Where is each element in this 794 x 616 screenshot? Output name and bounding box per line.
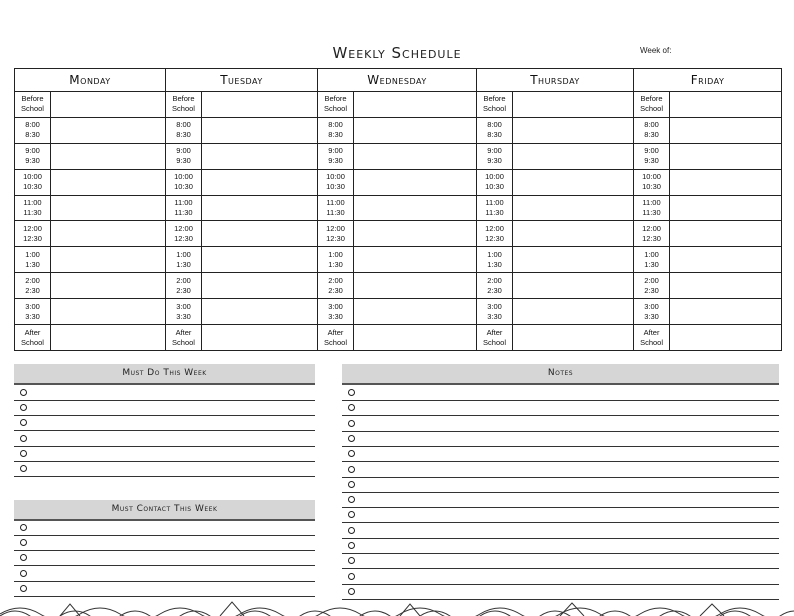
time-label [634, 221, 670, 247]
time-label-line: 9:00 [176, 146, 191, 156]
time-label-line: 12:00 [23, 223, 42, 233]
time-label-line: Before [172, 94, 195, 104]
time-label-line: School [483, 104, 506, 114]
time-label-line: 12:30 [23, 233, 42, 243]
schedule-slot-wednesday[interactable] [354, 143, 477, 169]
time-label [318, 143, 354, 169]
bullet-circle-icon [348, 466, 355, 473]
time-label-line: Before [21, 94, 44, 104]
time-label [318, 195, 354, 221]
schedule-slot-wednesday[interactable] [354, 195, 477, 221]
schedule-slot-tuesday[interactable] [202, 143, 318, 169]
time-label [318, 117, 354, 143]
notes-header: Notes [342, 364, 779, 385]
time-label-line: 11:00 [326, 198, 345, 207]
time-label [318, 169, 354, 195]
schedule-slot-tuesday[interactable] [202, 169, 318, 195]
time-label [477, 221, 513, 247]
time-label-line: 8:30 [176, 130, 191, 140]
time-label-line: School [172, 104, 195, 114]
schedule-slot-wednesday[interactable] [354, 247, 477, 273]
list-item[interactable] [14, 520, 315, 536]
time-label-line: 12:00 [642, 223, 661, 233]
schedule-slot-friday[interactable] [670, 92, 782, 118]
time-label [166, 92, 202, 118]
time-label-line: 3:00 [176, 301, 191, 311]
time-label-line: 12:30 [642, 233, 661, 243]
must-do-header: Must Do This Week [14, 364, 315, 385]
time-label-line: 11:00 [23, 198, 42, 207]
list-item[interactable] [342, 507, 779, 523]
bullet-circle-icon [20, 419, 27, 426]
time-label [166, 221, 202, 247]
bullet-circle-icon [20, 570, 27, 577]
schedule-slot-friday[interactable] [670, 169, 782, 195]
time-label-line: 11:30 [23, 208, 42, 217]
list-item[interactable] [14, 566, 315, 582]
schedule-slot-monday[interactable] [51, 143, 166, 169]
time-label-line: 10:30 [174, 182, 193, 192]
time-label-line: After [486, 327, 503, 337]
time-label [477, 195, 513, 221]
time-label-line: 12:00 [485, 223, 504, 233]
time-label-line: School [640, 104, 663, 114]
time-label [15, 221, 51, 247]
list-item[interactable] [14, 535, 315, 551]
schedule-slot-thursday[interactable] [513, 299, 634, 325]
time-label-line: 11:00 [174, 198, 193, 207]
bullet-circle-icon [20, 450, 27, 457]
time-label-line: After [643, 327, 660, 337]
time-label [477, 325, 513, 351]
time-label [15, 195, 51, 221]
time-label-line: Before [324, 94, 347, 104]
time-label [477, 117, 513, 143]
time-label [477, 92, 513, 118]
schedule-slot-thursday[interactable] [513, 143, 634, 169]
schedule-row [15, 195, 782, 221]
schedule-row [15, 247, 782, 273]
schedule-slot-friday[interactable] [670, 273, 782, 299]
time-label-line: 12:00 [326, 223, 345, 233]
schedule-slot-monday[interactable] [51, 247, 166, 273]
time-label-line: 3:00 [25, 301, 40, 311]
schedule-slot-tuesday[interactable] [202, 221, 318, 247]
time-label-line: 10:30 [23, 182, 42, 192]
time-label [15, 117, 51, 143]
schedule-slot-tuesday[interactable] [202, 273, 318, 299]
schedule-row [15, 169, 782, 195]
schedule-slot-wednesday[interactable] [354, 273, 477, 299]
schedule-row [15, 92, 782, 118]
time-label-line: 10:00 [174, 172, 193, 182]
list-item[interactable] [14, 400, 315, 416]
schedule-slot-wednesday[interactable] [354, 117, 477, 143]
list-item[interactable] [342, 477, 779, 493]
list-item[interactable] [342, 538, 779, 554]
bullet-circle-icon [348, 435, 355, 442]
schedule-slot-friday[interactable] [670, 247, 782, 273]
time-label [477, 299, 513, 325]
time-label [166, 273, 202, 299]
schedule-row [15, 299, 782, 325]
schedule-slot-tuesday[interactable] [202, 92, 318, 118]
schedule-slot-monday[interactable] [51, 299, 166, 325]
time-label-line: Before [483, 94, 506, 104]
bullet-circle-icon [20, 539, 27, 546]
time-label-line: 1:30 [176, 259, 191, 269]
list-item[interactable] [342, 400, 779, 416]
bullet-circle-icon [348, 389, 355, 396]
bullet-circle-icon [348, 420, 355, 427]
time-label-line: 1:30 [25, 259, 40, 269]
bullet-circle-icon [348, 496, 355, 503]
list-item[interactable] [342, 416, 779, 432]
time-label-line: 2:30 [644, 285, 659, 295]
time-label-line: 3:00 [487, 301, 502, 311]
time-label-line: After [327, 327, 344, 337]
schedule-slot-tuesday[interactable] [202, 299, 318, 325]
time-label-line: 8:00 [644, 120, 659, 130]
schedule-slot-friday[interactable] [670, 221, 782, 247]
time-label-line: 11:30 [174, 208, 193, 217]
schedule-slot-thursday[interactable] [513, 169, 634, 195]
time-label [634, 273, 670, 299]
bullet-circle-icon [20, 389, 27, 396]
day-header-thursday: Thursday [477, 69, 634, 92]
time-label-line: 2:00 [644, 275, 659, 285]
time-label [634, 325, 670, 351]
schedule-row [15, 325, 782, 351]
time-label [15, 325, 51, 351]
schedule-row [15, 143, 782, 169]
time-label-line: School [324, 337, 347, 347]
time-label [318, 247, 354, 273]
schedule-slot-thursday[interactable] [513, 221, 634, 247]
schedule-slot-tuesday[interactable] [202, 247, 318, 273]
time-label-line: Before [640, 94, 663, 104]
schedule-slot-friday[interactable] [670, 117, 782, 143]
schedule-slot-tuesday[interactable] [202, 325, 318, 351]
bullet-circle-icon [348, 527, 355, 534]
time-label-line: School [483, 337, 506, 347]
time-label-line: School [172, 337, 195, 347]
time-label [15, 299, 51, 325]
schedule-slot-wednesday[interactable] [354, 169, 477, 195]
time-label-line: 9:30 [176, 156, 191, 166]
time-label [477, 273, 513, 299]
bullet-circle-icon [20, 465, 27, 472]
time-label-line: 3:30 [487, 311, 502, 321]
time-label [634, 195, 670, 221]
time-label-line: 2:00 [487, 275, 502, 285]
time-label [166, 325, 202, 351]
time-label [166, 247, 202, 273]
time-label [634, 169, 670, 195]
time-label-line: 1:30 [328, 259, 343, 269]
schedule-slot-wednesday[interactable] [354, 325, 477, 351]
time-label-line: 11:30 [485, 208, 504, 217]
list-item[interactable] [14, 431, 315, 447]
time-label [15, 169, 51, 195]
list-item[interactable] [14, 461, 315, 477]
time-label-line: 8:30 [487, 130, 502, 140]
time-label-line: School [21, 104, 44, 114]
time-label-line: 9:30 [487, 156, 502, 166]
bullet-circle-icon [348, 557, 355, 564]
time-label-line: School [21, 337, 44, 347]
decorative-border [0, 598, 794, 616]
schedule-slot-friday[interactable] [670, 143, 782, 169]
schedule-slot-monday[interactable] [51, 325, 166, 351]
list-item[interactable] [14, 385, 315, 401]
time-label-line: 2:30 [25, 285, 40, 295]
schedule-row [15, 273, 782, 299]
bullet-circle-icon [348, 450, 355, 457]
list-item[interactable] [342, 523, 779, 539]
week-of-label: Week of: [640, 46, 672, 55]
time-label-line: 10:00 [326, 172, 345, 182]
list-item[interactable] [342, 569, 779, 585]
time-label-line: 8:30 [644, 130, 659, 140]
time-label-line: 8:00 [487, 120, 502, 130]
time-label-line: 1:30 [644, 259, 659, 269]
schedule-slot-wednesday[interactable] [354, 92, 477, 118]
schedule-slot-thursday[interactable] [513, 195, 634, 221]
time-label-line: 9:00 [328, 146, 343, 156]
time-label-line: 8:00 [25, 120, 40, 130]
time-label-line: 8:30 [25, 130, 40, 140]
time-label-line: 1:00 [25, 249, 40, 259]
time-label-line: 9:00 [25, 146, 40, 156]
time-label [166, 143, 202, 169]
time-label-line: 12:30 [174, 233, 193, 243]
bullet-circle-icon [348, 481, 355, 488]
schedule-row [15, 117, 782, 143]
bullet-circle-icon [348, 573, 355, 580]
time-label [166, 299, 202, 325]
bullet-circle-icon [20, 524, 27, 531]
schedule-slot-monday[interactable] [51, 117, 166, 143]
time-label [318, 325, 354, 351]
time-label-line: School [324, 104, 347, 114]
time-label-line: 3:00 [644, 301, 659, 311]
schedule-slot-monday[interactable] [51, 169, 166, 195]
time-label [318, 273, 354, 299]
time-label-line: 1:00 [487, 249, 502, 259]
bullet-circle-icon [20, 554, 27, 561]
day-header-wednesday: Wednesday [318, 69, 477, 92]
time-label [166, 195, 202, 221]
time-label-line: 1:00 [176, 249, 191, 259]
list-item[interactable] [342, 492, 779, 508]
time-label-line: 10:30 [485, 182, 504, 192]
list-item[interactable] [14, 550, 315, 566]
day-header-friday: Friday [634, 69, 782, 92]
schedule-slot-tuesday[interactable] [202, 195, 318, 221]
time-label-line: 12:00 [174, 223, 193, 233]
bullet-circle-icon [348, 511, 355, 518]
time-label-line: 9:30 [644, 156, 659, 166]
time-label-line: 11:30 [642, 208, 661, 217]
time-label-line: School [640, 337, 663, 347]
time-label-line: 2:00 [176, 275, 191, 285]
schedule-slot-monday[interactable] [51, 195, 166, 221]
schedule-slot-tuesday[interactable] [202, 117, 318, 143]
day-header-tuesday: Tuesday [166, 69, 318, 92]
schedule-slot-thursday[interactable] [513, 117, 634, 143]
schedule-row [15, 221, 782, 247]
time-label-line: 9:00 [644, 146, 659, 156]
time-label [15, 143, 51, 169]
time-label-line: 2:30 [328, 285, 343, 295]
time-label-line: 8:00 [328, 120, 343, 130]
time-label [318, 92, 354, 118]
schedule-slot-thursday[interactable] [513, 92, 634, 118]
day-header-monday: Monday [15, 69, 166, 92]
bullet-circle-icon [348, 404, 355, 411]
time-label [166, 117, 202, 143]
time-label [477, 143, 513, 169]
time-label-line: 3:30 [644, 311, 659, 321]
time-label [318, 221, 354, 247]
time-label-line: After [24, 327, 41, 337]
time-label-line: 10:00 [23, 172, 42, 182]
must-contact-header: Must Contact This Week [14, 500, 315, 521]
schedule-slot-wednesday[interactable] [354, 221, 477, 247]
bullet-circle-icon [20, 404, 27, 411]
time-label [477, 169, 513, 195]
bullet-circle-icon [348, 542, 355, 549]
time-label [318, 299, 354, 325]
list-item[interactable] [342, 462, 779, 478]
time-label-line: 1:30 [487, 259, 502, 269]
schedule-slot-thursday[interactable] [513, 273, 634, 299]
time-label-line: 2:30 [176, 285, 191, 295]
list-item[interactable] [14, 581, 315, 597]
time-label [15, 273, 51, 299]
time-label-line: 1:00 [328, 249, 343, 259]
time-label [15, 247, 51, 273]
bullet-circle-icon [20, 435, 27, 442]
list-item[interactable] [342, 446, 779, 462]
time-label-line: 8:00 [176, 120, 191, 130]
time-label [634, 92, 670, 118]
time-label-line: 3:30 [328, 311, 343, 321]
time-label-line: 9:30 [328, 156, 343, 166]
time-label [634, 299, 670, 325]
time-label-line: 11:30 [326, 208, 345, 217]
time-label-line: 11:00 [485, 198, 504, 207]
time-label [477, 247, 513, 273]
time-label [166, 169, 202, 195]
time-label-line: 8:30 [328, 130, 343, 140]
list-item[interactable] [342, 385, 779, 401]
time-label-line: 11:00 [642, 198, 661, 207]
schedule-slot-monday[interactable] [51, 221, 166, 247]
time-label-line: 3:00 [328, 301, 343, 311]
time-label-line: 10:30 [642, 182, 661, 192]
schedule-slot-friday[interactable] [670, 299, 782, 325]
schedule-slot-wednesday[interactable] [354, 299, 477, 325]
time-label-line: 3:30 [25, 311, 40, 321]
schedule-slot-friday[interactable] [670, 325, 782, 351]
time-label [15, 92, 51, 118]
time-label-line: 2:30 [487, 285, 502, 295]
time-label [634, 143, 670, 169]
time-label-line: 9:00 [487, 146, 502, 156]
list-item[interactable] [14, 415, 315, 431]
time-label-line: 10:30 [326, 182, 345, 192]
time-label-line: 12:30 [485, 233, 504, 243]
schedule-slot-monday[interactable] [51, 92, 166, 118]
time-label [634, 117, 670, 143]
schedule-slot-monday[interactable] [51, 273, 166, 299]
page-title: Weekly Schedule [332, 44, 462, 62]
bullet-circle-icon [20, 585, 27, 592]
list-item[interactable] [342, 431, 779, 447]
list-item[interactable] [342, 553, 779, 569]
time-label-line: 12:30 [326, 233, 345, 243]
bullet-circle-icon [348, 588, 355, 595]
time-label-line: 2:00 [328, 275, 343, 285]
time-label-line: 10:00 [642, 172, 661, 182]
weekly-schedule-table [14, 68, 782, 351]
time-label-line: After [175, 327, 192, 337]
schedule-slot-thursday[interactable] [513, 247, 634, 273]
time-label-line: 9:30 [25, 156, 40, 166]
schedule-slot-friday[interactable] [670, 195, 782, 221]
time-label [634, 247, 670, 273]
time-label-line: 1:00 [644, 249, 659, 259]
time-label-line: 10:00 [485, 172, 504, 182]
schedule-slot-thursday[interactable] [513, 325, 634, 351]
list-item[interactable] [14, 446, 315, 462]
time-label-line: 3:30 [176, 311, 191, 321]
time-label-line: 2:00 [25, 275, 40, 285]
